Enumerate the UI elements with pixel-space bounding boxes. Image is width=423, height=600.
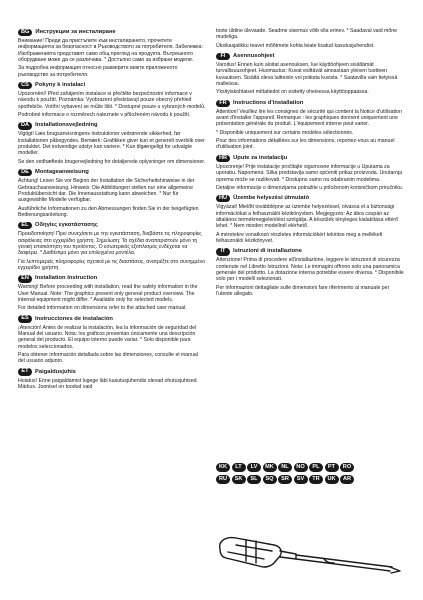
instruction-paragraph: Attenzione! Prima di procedere all'installazione, leggere le istruzioni di sicurezza contenute nel Libretto Istruzioni. Nota: Le immagini offrono solo una panoramica generale del prodotto. La dotazione interna potrebbe essere diversa. * Disponibile solo per i modelli selezionati. [216,257,404,283]
section-title: Installation Instruction [35,275,98,282]
language-code-badge: TR [309,475,323,484]
instruction-paragraph: За подробна информация относно размерите вижте приложеното ръководство за потребителя. [18,65,178,78]
language-code-badge: SL [247,475,261,484]
language-code-badge: PT [325,463,339,472]
section-title: Installationsvejledning [35,122,98,129]
section-header [216,247,404,256]
section-header [18,81,206,90]
instruction-paragraph: Για λεπτομερείς πληροφορίες σχετικά με τις διαστάσεις, ανατρέξτε στο συνημμένο εγχειρίδιο χρήστη. [18,258,206,271]
language-code-badge: LV [247,463,261,472]
language-code-badge: FR [216,100,230,108]
section-title: Istruzioni di installazione [233,248,302,255]
section-header [216,154,404,163]
section-header [216,52,404,61]
instruction-paragraph: Varoitus! Ennen kuin aloitat asennuksen, lue käyttöohjeen sisältämät turvallisuusohjeet. Huomautus: Kuvat esittävät ainoastaan yleisen tuotteen kuvauksen. Sisältä oleva laitteisto voi poiketa kuvista. * Saatavilla vain tietyissä malleissa. [216,62,398,88]
language-code-badge: FI [216,53,230,61]
section-title: Pokyny k instalaci [35,82,86,89]
language-code-badge: RU [216,475,230,484]
instruction-paragraph: For detailed information on dimensions refer to the attached user manual. [18,305,187,312]
section-header [18,274,206,283]
language-code-badge: DE [18,169,32,177]
language-code-badge: PL [309,463,323,472]
left-column [18,28,206,393]
language-code-badge: CS [18,82,32,90]
language-code-badge: BG [18,29,32,37]
language-section [18,28,206,78]
section-header [18,168,206,177]
language-section [18,315,206,365]
language-code-badge: KK [216,463,230,472]
instruction-paragraph: Podrobné informace o rozměrech naleznete v přiloženém návodu k použití. [18,112,191,119]
language-code-badge: IT [216,248,230,256]
language-code-badge: ES [18,315,32,323]
section-title: Οδηγίες εγκατάστασης [35,222,98,229]
language-section [216,154,404,191]
section-header [18,121,206,130]
section-title: Инструкции за инсталиране [35,29,116,35]
instruction-paragraph: Hoiatus! Enne paigaldamist lugege läbi kasutusjuhendis olevad ohutusjuhised. Märkus. Joonisel on toodud vaid [18,377,198,391]
section-header [18,28,206,37]
instruction-paragraph: Warning! Before proceeding with installation, read the safety information in the User Manual. Note: The graphics present only general product overview. The internal equipment might differ. * Available only for selected models. [18,284,198,303]
section-title: Upute za instalaciju [233,154,288,161]
instruction-paragraph: Ausführliche Informationen zu den Abmessungen finden Sie in der beigefügten Bedienungsanleitung. [18,205,199,218]
language-section [216,194,404,244]
instruction-paragraph: Per informazioni dettagliate sulle dimensioni fare riferimento al manuale per l'utente allegato. [216,284,390,297]
instruction-paragraph: toote üldine ülevaade. Seadme sisemus võib olla erinev. * Saadaval vaid mõne mudeliga. [216,28,397,41]
instruction-paragraph: Внимание! Преди да пристъпите към инсталирането, прочетете информацията за безопасност в Ръководството за потребителя. Забележка: Изображенията представят само общ преглед на продукта. Вътрешното оборудване може да се различава. * Достъпно само за избрани модели. [18,38,203,64]
language-code-badge: MK [263,463,277,472]
language-code-badge: SQ [263,475,277,484]
language-code-badge: EN [18,275,32,283]
language-code-row [216,475,406,484]
language-code-badge: UK [325,475,339,484]
language-code-badge: SV [294,475,308,484]
language-code-badge: SR [278,475,292,484]
instruction-paragraph: Para obtener información detallada sobre las dimensiones, consulte el manual del usuario adjunto. [18,352,198,365]
language-code-badge: DA [18,122,32,130]
section-title: Instrucciones de instalación [35,315,113,322]
instruction-paragraph: Detaljne informacije o dimenzijama potražite u priloženom korisničkom priručniku. [216,184,404,191]
instruction-paragraph: Vigtigt! Læs brugsanvisningens instruktioner vedrørende sikkerhed, før installationen påbegyndes. Bemærk: Grafikken giver kun et generelt overblik over produktet. Det indvendige udstyr kan variere. * Kun tilgængeligt for udvalgte modeller. [18,131,205,157]
instruction-paragraph: Attention! Veuillez lire les consignes de sécurité qui contient la Notice d'utilisation avant d'installer l'appareil. Remarque : les graphiques donnent uniquement une présentation générale du produit. L'équipement interne peut varier. [216,108,402,128]
language-codes [216,463,406,487]
instruction-paragraph: Upozorenje! Prije instalacije pročitajte sigurnosne informacije u Uputama za uporabu. Napomena: Slika predstavlja samo općeniti prikaz proizvoda. Unutarnja oprema može se razlikovati. * Dostupno samo na odabranim modelima. [216,163,402,183]
instruction-paragraph: Pour des informations détaillées sur les dimensions, reportez-vous au manuel d'utilisation joint. [216,138,395,151]
section-header [216,194,404,203]
section-title: Üzembe helyezési útmutató [233,195,310,202]
language-code-badge: ET [18,368,32,376]
instruction-paragraph: ¡Atención! Antes de realizar la instalación, lea la información de seguridad del Manual del usuario. Nota: los gráficos presentan únicamente una descripción general del producto. El equipo interno puede variar. * Solo disponible para modelos seleccionados. [18,324,197,350]
section-header [18,315,206,324]
instruction-paragraph: A méretekre vonatkozó részletes információkért tekintse meg a mellékelt felhasználói kézikönyvet. [216,231,383,244]
language-section [18,168,206,218]
instruction-paragraph: Achtung! Lesen Sie vor Beginn der Installation die Sicherheitshinweise in der Gebrauchsanweisung. Hinweis: Die Abbildungen stellen nur eine allgemeine Produktübersicht dar. Die Innenausstattung kann abweichen. * Nur für ausgewählte Modelle verfügbar. [18,178,195,204]
language-code-badge: LT [232,463,246,472]
language-code-badge: AR [340,475,354,484]
language-section [18,368,206,391]
instruction-paragraph: Se den vedhæftede brugervejledning for detaljerede oplysninger om dimensioner. [18,158,206,165]
language-section [216,52,404,96]
language-section [18,121,206,165]
section-header [18,221,206,230]
instruction-paragraph: Upozornění! Před zahájením instalace si přečtěte bezpečnostní informace v návodu k použití. Poznámka: Vyobrazení představují pouze obecný přehled spotřebiče. Vnitřní vybavení se může lišit. * Dostupné pouze u vybraných modelů. [18,91,206,110]
screwdriver-installation-illustration [214,505,406,590]
language-section [216,247,404,297]
language-code-badge: NO [294,463,308,472]
instruction-paragraph: Üksikasjalikku teavet mõõtmete kohta leiate lisatud kasutusjuhendist. [216,42,375,49]
section-header [216,99,404,108]
language-section [18,81,206,118]
section-header [18,368,206,377]
language-section [216,99,404,151]
section-title: Instructions d'installation [233,99,304,106]
instruction-paragraph: Προειδοποίηση! Πριν συνεχίσετε με την εγκατάσταση, διαβάστε τις πληροφορίες ασφάλειας στο εγχειρίδιο χρήστη. Σημείωση: Τα σχέδια αναπαριστούν μόνο τη γενική επισκόπηση του προϊόντος. Ο εσωτερικός εξοπλισμός ενδέχεται να διαφέρει. * Διαθέσιμο μόνο για επιλεγμένα μοντέλα. [18,231,202,257]
section-title: Paigaldusjuhis [35,368,76,375]
language-code-badge: HR [216,155,230,163]
instruction-paragraph: Vigyázat! Mielőtt továbblépne az üzembe helyezéssel, olvassa el a biztonsági információkat a felhasználói kézikönyvben. Megjegyzés: Az ábra csupán az általános termékmegjelenítést szolgálja. A készülék tényleges kialakítása eltérő lehet. * Nem minden modellnél elérhető. [216,204,398,230]
language-code-badge: RO [340,463,354,472]
language-code-badge: EL [18,222,32,230]
instruction-paragraph: * Disponible uniquement sur certains modèles sélectionnés. [216,129,354,136]
instruction-paragraph: Yksityiskohtaiset mittatiedot on esitetty oheisessa käyttöoppaassa. [216,89,369,96]
language-section [216,28,404,49]
language-section [18,274,206,311]
language-code-badge: NL [278,463,292,472]
section-title: Montageanweisung [35,169,89,176]
language-section [18,221,206,271]
language-code-row [216,463,406,472]
language-code-badge: SK [232,475,246,484]
right-column [216,28,404,300]
section-title: Asennusohjeet [233,53,275,60]
language-code-badge: HU [216,195,230,203]
